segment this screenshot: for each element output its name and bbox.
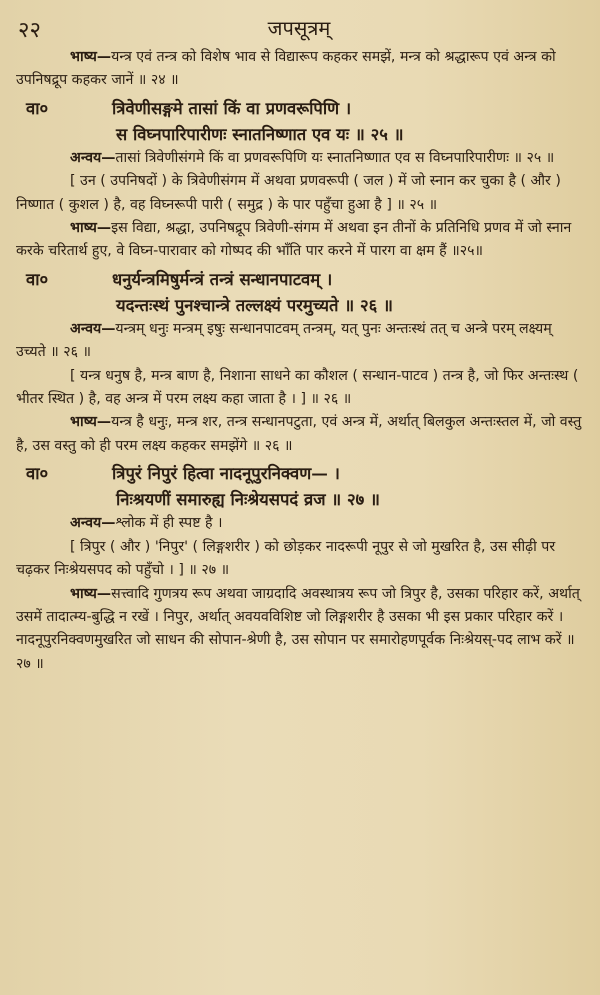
paragraph-label: भाष्य—	[70, 220, 112, 237]
paragraph-text: इस विद्या, श्रद्धा, उपनिषद्रूप त्रिवेणी-संगम में अथवा इन तीनों के प्रतिनिधि प्रणव में जो स्नान करके चरितार्थ हुए, वे विघ्न-पारावार को गोष्पद की भाँति पार करने में पारग वा क्षम हैं ॥२५॥	[16, 220, 572, 260]
labeled-paragraph	[16, 583, 582, 677]
running-title: जपसूत्रम्	[267, 16, 331, 40]
sutra-label: वा०	[26, 268, 49, 289]
paragraph-text: सत्त्वादि गुणत्रय रूप अथवा जाग्रदादि अवस्थात्रय रूप जो त्रिपुर है, उसका परिहार करें, अर्थात् उसमें तादात्म्य-बुद्धि न रखें । निपुर, अर्थात् अवयवविशिष्ट जो लिङ्गशरीर है उसका भी इस प्रकार परिहार करें । नादनूपुरनिक्वणमुखरित जो साधन की सोपान-श्रेणी है, उस सोपान पर समारोहणपूर्वक निःश्रेयस्-पद लाभ करें ॥ २७ ॥	[16, 585, 580, 672]
paragraph-text: [ उन ( उपनिषदों ) के त्रिवेणीसंगम में अथवा प्रणवरूपी ( जल ) में जो स्नान कर चुका है ( और ) निष्णात ( कुशल ) है, वह विघ्नरूपी पारी ( समुद्र ) के पार पहुँचा हुआ है ] ॥ २५ ॥	[16, 173, 561, 213]
paragraph-label: अन्वय—	[70, 320, 116, 337]
page-number: २२	[18, 18, 41, 43]
sutra-verse	[16, 460, 582, 512]
sutra-line: यदन्तःस्थं पुनश्चान्त्रे तल्लक्ष्यं परमुच्यते ॥ २६ ॥	[116, 294, 393, 315]
sutra-label: वा०	[26, 463, 49, 484]
translation-paragraph	[16, 536, 582, 583]
sutra-line: त्रिवेणीसङ्गमे तासां किं वा प्रणवरूपिणि ।	[112, 97, 352, 118]
sutra-line: धनुर्यन्त्रमिषुर्मन्त्रं तन्त्रं सन्धानपाटवम् ।	[112, 268, 333, 289]
translation-paragraph	[16, 365, 582, 412]
sutra-line: निःश्रयणीं समारुह्य निःश्रेयसपदं व्रज ॥ २७ ॥	[116, 489, 380, 510]
paragraph-text: यन्त्र एवं तन्त्र को विशेष भाव से विद्यारूप कहकर समझें, मन्त्र को श्रद्धारूप एवं अन्त्र को उपनिषद्रूप कहकर जानें ॥ २४ ॥	[16, 49, 556, 89]
paragraph-text: [ यन्त्र धनुष है, मन्त्र बाण है, निशाना साधने का कौशल ( सन्धान-पाटव ) तन्त्र है, जो फिर अन्तःस्थ ( भीतर स्थित ) है, वह अन्त्र में परम लक्ष्य कहा जाता है । ] ॥ २६ ॥	[16, 367, 579, 408]
sutra-verse	[16, 266, 582, 318]
paragraph-text: यन्त्रम् धनुः मन्त्रम् इषुः सन्धानपाटवम् तन्त्रम्, यत् पुनः अन्तःस्थं तत् च अन्त्रे परम् लक्ष्यम् उच्यते ॥ २६ ॥	[16, 320, 552, 361]
labeled-paragraph	[16, 318, 582, 365]
paragraph-label: भाष्य—	[70, 414, 112, 431]
labeled-paragraph	[16, 411, 582, 458]
sutra-verse	[16, 95, 582, 147]
page-header	[16, 10, 582, 46]
page-content	[16, 46, 582, 676]
paragraph-text: श्लोक में ही स्पष्ट है ।	[115, 515, 223, 532]
labeled-paragraph	[16, 147, 582, 170]
paragraph-text: [ त्रिपुर ( और ) 'निपुर' ( लिङ्गशरीर ) को छोड़कर नादरूपी नूपुर से जो मुखरित है, उस सीढ़ी पर चढ़कर निःश्रेयसपद को पहुँचो । ] ॥ २७ ॥	[16, 538, 556, 579]
labeled-paragraph	[16, 46, 582, 93]
sutra-line: स विघ्नपारिपारीणः स्नातनिष्णात एव यः ॥ २५ ॥	[116, 123, 404, 144]
translation-paragraph	[16, 170, 582, 217]
paragraph-text: यन्त्र है धनुः, मन्त्र शर, तन्त्र सन्धानपटुता, एवं अन्त्र में, अर्थात् बिलकुल अन्तःस्तल में, जो वस्तु है, उस वस्तु को ही परम लक्ष्य कहकर समझेंगे ॥ २६ ॥	[16, 414, 582, 454]
paragraph-label: भाष्य—	[70, 49, 112, 65]
paragraph-text: तासां त्रिवेणीसंगमे किं वा प्रणवरूपिणि यः स्नातनिष्णात एव स विघ्नपारिपारीणः ॥ २५ ॥	[115, 149, 555, 166]
paragraph-label: भाष्य—	[70, 585, 112, 602]
sutra-label: वा०	[26, 97, 49, 118]
paragraph-label: अन्वय—	[70, 149, 116, 166]
paragraph-label: अन्वय—	[70, 515, 116, 532]
labeled-paragraph	[16, 217, 582, 264]
sutra-line: त्रिपुरं निपुरं हित्वा नादनूपुरनिक्वण— ।	[112, 463, 340, 484]
labeled-paragraph	[16, 512, 582, 535]
